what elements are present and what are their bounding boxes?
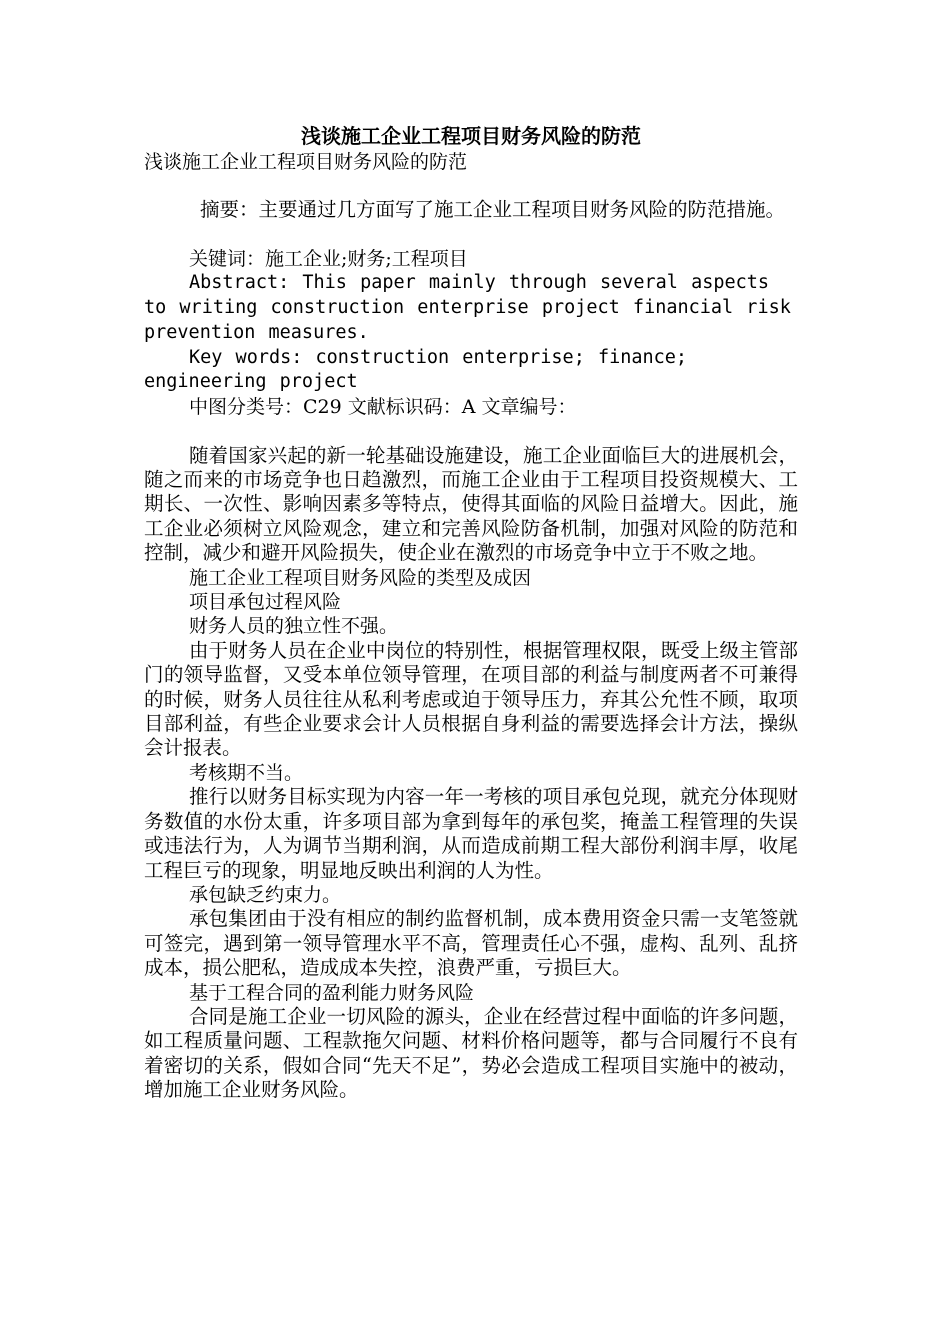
spacer — [144, 420, 798, 444]
intro-paragraph: 随着国家兴起的新一轮基础设施建设，施工企业面临巨大的进展机会，随之而来的市场竞争也日趋激烈，而施工企业由于工程项目投资规模大、工期长、一次性、影响因素多等特点，使得其面临的风险日益增大。因此，施工企业必须树立风险观念，建立和完善风险防备机制，加强对风险的防范和控制，减少和避开风险损失，使企业在激烈的市场竞争中立于不败之地。 — [144, 443, 798, 565]
spacer — [144, 174, 798, 198]
item-paragraph: 由于财务人员在企业中岗位的特别性，根据管理权限，既受上级主管部门的领导监督，又受本单位领导管理，在项目部的利益与制度两者不可兼得的时候，财务人员往往从私利考虑或迫于领导压力，弃其公允性不顾，取项目部利益，有些企业要求会计人员根据自身利益的需要选择会计方法，操纵会计报表。 — [144, 638, 798, 760]
keywords-cn: 关键词：施工企业;财务;工程项目 — [189, 247, 468, 270]
document-subtitle: 浅谈施工企业工程项目财务风险的防范 — [144, 151, 468, 173]
document-title: 浅谈施工企业工程项目财务风险的防范 — [301, 124, 641, 148]
subsection-heading: 项目承包过程风险 — [189, 591, 342, 614]
document-body — [144, 122, 798, 1103]
abstract-en: Abstract: This paper mainly through several aspects to writing construction enterprise project financial risk prevention measures. — [144, 272, 791, 343]
subsection-heading: 基于工程合同的盈利能力财务风险 — [189, 981, 475, 1004]
item-paragraph: 承包集团由于没有相应的制约监督机制，成本费用资金只需一支笔签就可签完，遇到第一领导管理水平不高，管理责任心不强，虚构、乱列、乱挤成本，损公肥私，造成成本失控，浪费严重，亏损巨大。 — [144, 907, 798, 980]
item-heading: 考核期不当。 — [189, 761, 304, 784]
spacer — [144, 223, 798, 247]
classification-line: 中图分类号：C29 文献标识码：A 文章编号： — [189, 396, 577, 419]
section-heading: 施工企业工程项目财务风险的类型及成因 — [189, 566, 532, 589]
subsection-paragraph: 合同是施工企业一切风险的源头，企业在经营过程中面临的许多问题，如工程质量问题、工程款拖欠问题、材料价格问题等，都与合同履行不良有着密切的关系，假如合同“先天不足”，势必会造成工程项目实施中的被动，增加施工企业财务风险。 — [144, 1004, 798, 1102]
item-heading: 承包缺乏约束力。 — [189, 883, 342, 906]
item-paragraph: 推行以财务目标实现为内容一年一考核的项目承包兑现，就充分体现财务数值的水份太重，许多项目部为拿到每年的承包奖，掩盖工程管理的失误或违法行为，人为调节当期利润，从而造成前期工程大部份利润丰厚，收尾工程巨亏的现象，明显地反映出利润的人为性。 — [144, 785, 798, 882]
abstract-cn: 摘要：主要通过几方面写了施工企业工程项目财务风险的防范措施。 — [200, 198, 786, 222]
keywords-en: Key words: construction enterprise; finance; engineering project — [144, 346, 688, 393]
item-heading: 财务人员的独立性不强。 — [189, 615, 399, 638]
